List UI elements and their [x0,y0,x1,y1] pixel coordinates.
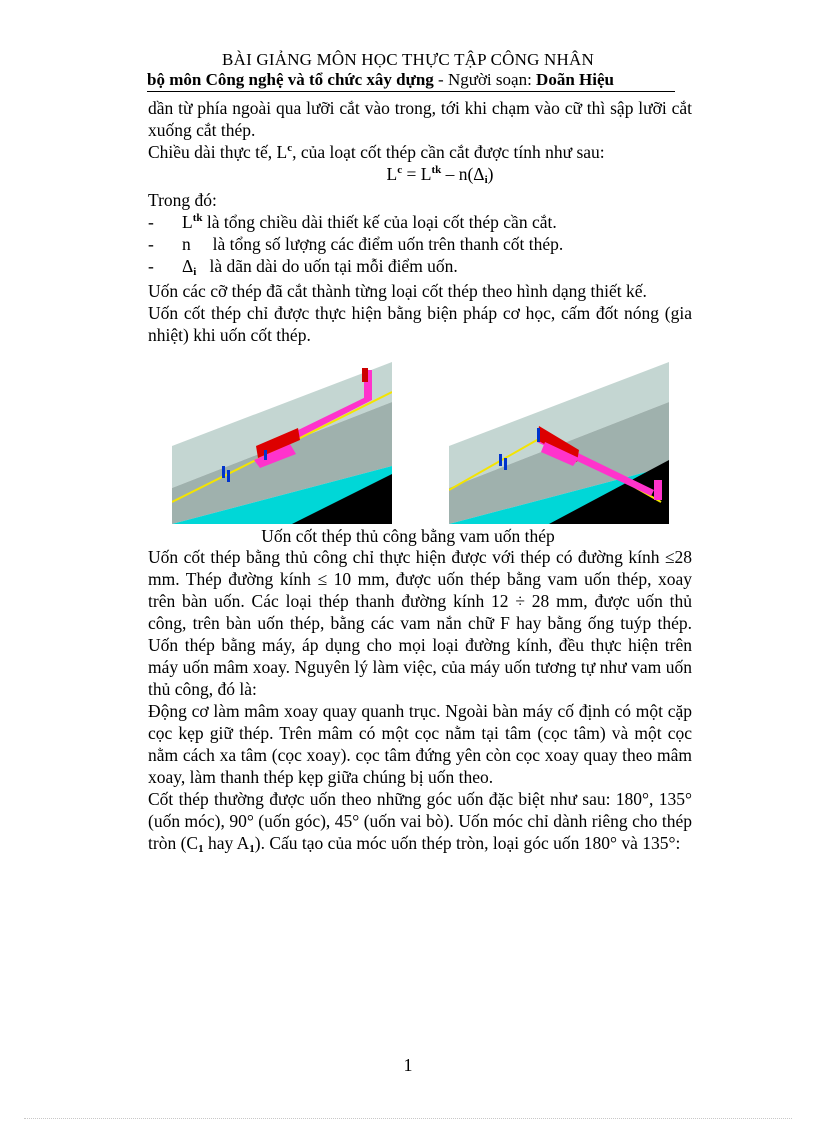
angles-text-3: ). Cấu tạo của móc uốn thép tròn, loại góc uốn 180° và 135°: [254,833,681,853]
formula-minus: – n(Δ [441,164,485,184]
where-item-text [182,233,563,255]
header-department: bộ môn Công nghệ và tổ chức xây dựng [147,70,434,89]
symbol: Δ [182,256,194,276]
symbol-sup: tk [192,212,203,224]
angles-text-2: hay A [203,833,250,853]
formula-l: L [386,164,398,184]
formula-sup-tk: tk [431,164,442,176]
list-dash: - [148,212,154,232]
symbol-sub: i [193,266,197,278]
where-item-text [182,211,557,233]
where-item [148,233,692,255]
formula-eq: = L [402,164,432,184]
paragraph-bending-shapes: Uốn các cỡ thép đã cắt thành từng loại cốt thép theo hình dạng thiết kế. [148,281,647,301]
list-dash: - [148,234,154,254]
page-bottom-divider [24,1118,792,1119]
paragraph-manual-bending: Uốn cốt thép bằng thủ công chỉ thực hiện được với thép có đường kính ≤28 mm. Thép đường kính ≤ 10 mm, được uốn thép bằng vam uốn thép, xoay trên bàn uốn. Các loại thép thanh đường kính 12 ÷ 28 mm, được uốn thủ công, trên bàn uốn thép, bằng các vam nắn chữ F hay bằng ống tuýp thép. Uốn thép bằng máy, áp dụng cho mọi loại đường kính, đều thực hiện trên máy uốn mâm xoay. Nguyên lý làm việc, của máy uốn tương tự như vam uốn thủ công, đó là: [148,547,692,699]
paragraph-bending-mechanical: Uốn cốt thép chỉ được thực hiện bằng biện pháp cơ học, cấm đốt nóng (gia nhiệt) khi uốn cốt thép. [148,303,692,345]
symbol: n [182,234,191,254]
paragraph-rotary-machine: Động cơ làm mâm xoay quay quanh trục. Ngoài bàn máy cố định có một cặp cọc kẹp giữ thép. Trên mâm có một cọc nằm tại tâm (cọc tâm) và một cọc nằm cách xa tâm (cọc xoay). cọc tâm đứng yên còn cọc xoay quay theo mâm xoay, làm thanh thép kẹp giữa chúng bị uốn theo. [148,701,692,787]
list-dash: - [148,256,154,276]
formula-close: ) [487,164,494,184]
formula-sub-i: i [484,174,488,186]
paragraph-length [148,141,692,163]
angles-sub-2: 1 [249,843,255,855]
length-text-post: , của loạt cốt thép cần cắt được tính như sau: [292,142,605,162]
description: là dãn dài do uốn tại mỗi điểm uốn. [196,256,458,276]
paragraph-cutting: dần từ phía ngoài qua lưỡi cắt vào trong, tới khi chạm vào cữ thì sập lưỡi cắt xuống cắt thép. [148,98,692,140]
formula-sup-c: c [397,164,403,176]
header-separator: - [433,70,448,89]
length-text-pre: Chiều dài thực tế, L [148,142,288,162]
bending-illustration-right [449,362,669,524]
page-header-title: BÀI GIẢNG MÔN HỌC THỰC TẬP CÔNG NHÂN [222,50,594,69]
bending-illustration-left [172,362,392,524]
page-header-subtitle [147,70,675,92]
angles-text-1: Cốt thép thường được uốn theo những góc uốn đặc biệt như sau: 180°, 135° (uốn móc), 90° (uốn góc), 45° (uốn vai bò). Uốn móc chỉ dành riêng cho thép tròn (C [148,789,692,853]
description: là tổng chiều dài thiết kế của loại cốt thép cần cắt. [202,212,557,232]
section-intro [148,97,692,346]
figure-bending-tool [172,362,672,524]
figure-caption: Uốn cốt thép thủ công bằng vam uốn thép [261,526,555,546]
symbol: L [182,212,193,232]
where-item-text [182,255,458,277]
header-author-label: Người soạn: [447,70,537,89]
page-number: 1 [403,1055,413,1075]
header-author: Doãn Hiệu [536,70,614,89]
angles-sub-1: 1 [198,843,204,855]
section-manual-bending [148,546,692,854]
where-item [148,255,692,277]
where-item [148,211,692,233]
length-sup: c [287,142,293,154]
where-label: Trong đó: [148,190,217,210]
description: là tổng số lượng các điểm uốn trên thanh cốt thép. [190,234,564,254]
paragraph-bend-angles [148,788,692,854]
formula [148,163,692,185]
